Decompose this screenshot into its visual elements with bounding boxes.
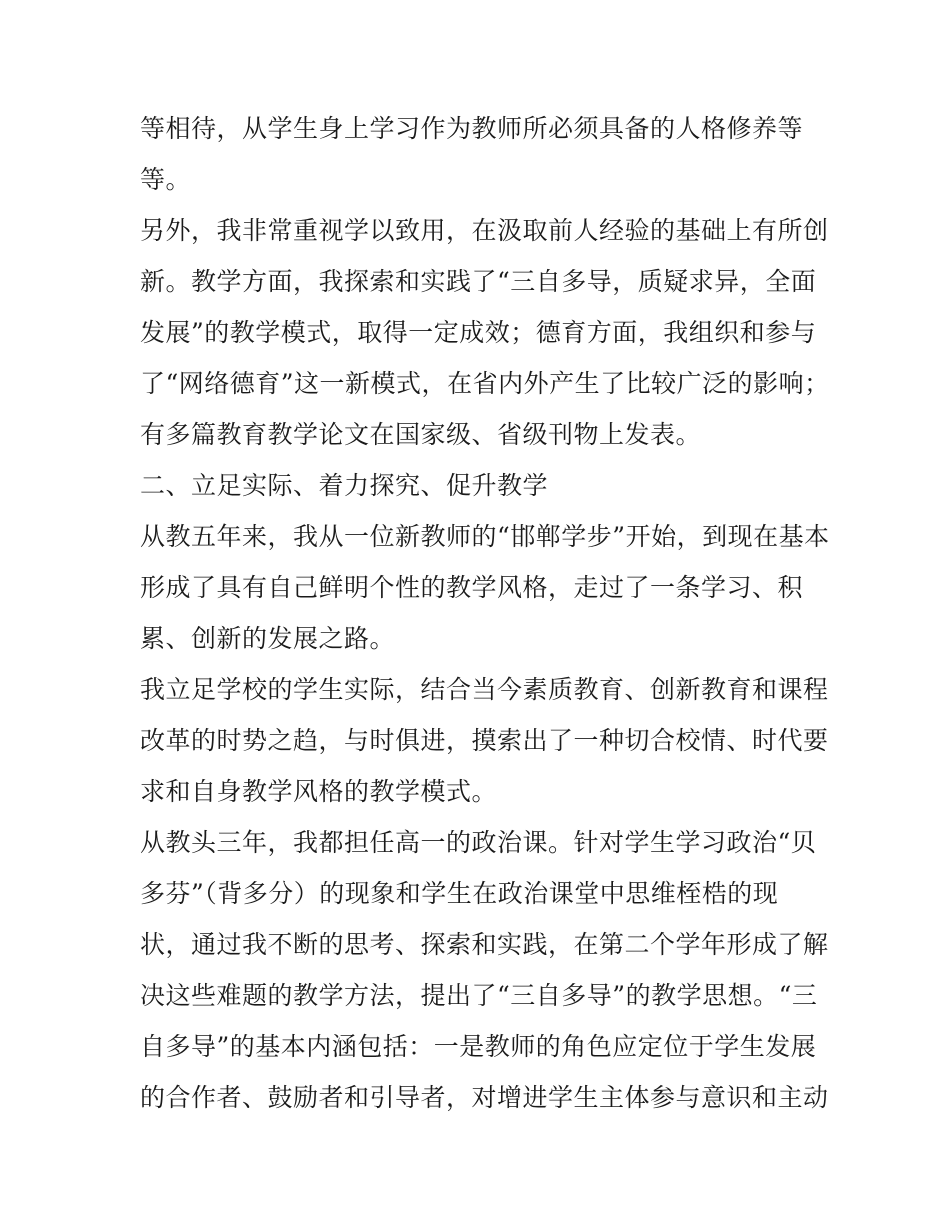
text-line-5: 发展”的教学模式，取得一定成效；德育方面，我组织和参与 (140, 318, 817, 347)
document-body (140, 103, 830, 1123)
text-line-20: 的合作者、鼓励者和引导者，对增进学生主体参与意识和主动 (140, 1083, 829, 1112)
text-line-13: 改革的时势之趋，与时俱进，摸索出了一种切合校情、时代要 (140, 726, 829, 755)
text-line-10: 形成了具有自己鲜明个性的教学风格，走过了一条学习、积 (140, 573, 804, 602)
text-line-15: 从教头三年，我都担任高一的政治课。针对学生学习政治“贝 (140, 828, 817, 857)
text-line-17: 状，通过我不断的思考、探索和实践，在第二个学年形成了解 (140, 930, 829, 959)
section-heading: 二、立足实际、着力探究、促升教学 (140, 471, 549, 500)
text-line-14: 求和自身教学风格的教学模式。 (140, 777, 498, 806)
text-line-12: 我立足学校的学生实际，结合当今素质教育、创新教育和课程 (140, 675, 829, 704)
text-line-11: 累、创新的发展之路。 (140, 624, 396, 653)
text-line-1: 等相待，从学生身上学习作为教师所必须具备的人格修养等 (140, 114, 804, 143)
text-line-3: 另外，我非常重视学以致用，在汲取前人经验的基础上有所创 (140, 216, 829, 245)
text-line-16: 多芬”（背多分）的现象和学生在政治课堂中思维桎梏的现 (140, 879, 779, 908)
text-line-9: 从教五年来，我从一位新教师的“邯郸学步”开始，到现在基本 (140, 522, 830, 551)
text-line-6: 了“网络德育”这一新模式，在省内外产生了比较广泛的影响； (140, 369, 830, 398)
text-line-2: 等。 (140, 165, 192, 194)
text-line-4: 新。教学方面，我探索和实践了“三自多导，质疑求异，全面 (140, 267, 817, 296)
text-line-18: 决这些难题的教学方法，提出了“三自多导”的教学思想。“三 (140, 981, 818, 1010)
text-line-7: 有多篇教育教学论文在国家级、省级刊物上发表。 (140, 420, 702, 449)
text-line-19: 自多导”的基本内涵包括：一是教师的角色应定位于学生发展 (140, 1032, 817, 1061)
